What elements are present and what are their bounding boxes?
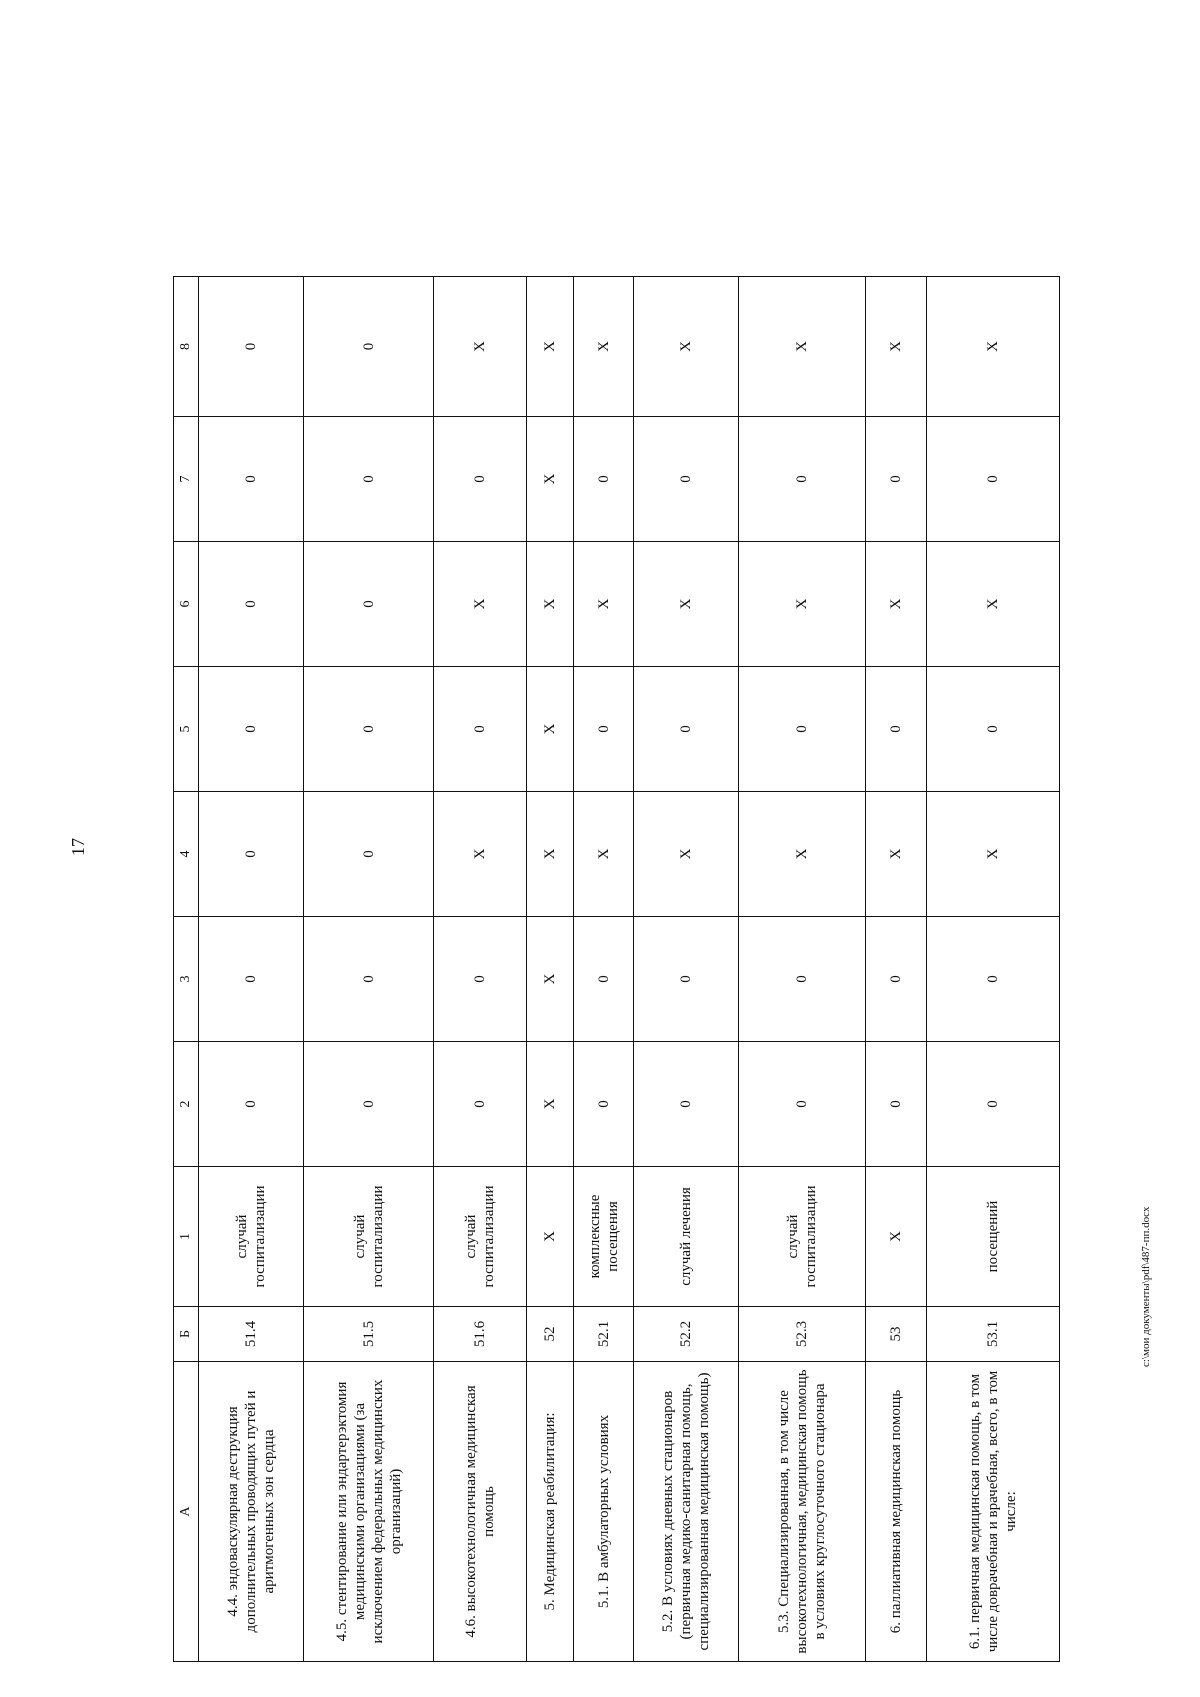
footer-file-path: c:\мои документы\pdf\487-пп.docx [1140,1206,1152,1367]
row-label-cell: 5. Медицинская реабилитация: [527,1362,574,1662]
row-label-cell: 5.3. Специализированная, в том числе высокотехнологичная, медицинская помощь в условиях круглосуточного стационара [739,1362,866,1662]
row-code-cell: 51.5 [304,1307,434,1362]
table-cell: 0 [304,542,434,667]
table-cell: 0 [434,917,527,1042]
table-cell: 0 [304,667,434,792]
row-code-cell: 53 [866,1307,927,1362]
table-cell: 0 [927,917,1060,1042]
table-cell: 0 [866,417,927,542]
row-code-cell: 51.4 [199,1307,304,1362]
table-cell: 0 [199,667,304,792]
column-header: 1 [174,1167,199,1307]
table-cell: 0 [739,917,866,1042]
column-header: 7 [174,417,199,542]
table-cell: случай лечения [634,1167,739,1307]
column-header: 4 [174,792,199,917]
table-cell: 0 [199,1042,304,1167]
row-code-cell: 51.6 [434,1307,527,1362]
column-header: 6 [174,542,199,667]
table-cell: Х [527,1167,574,1307]
table-cell: случай госпитализации [304,1167,434,1307]
table-cell: 0 [199,917,304,1042]
table-cell: 0 [634,667,739,792]
row-code-cell: 52.2 [634,1307,739,1362]
table-cell: Х [574,277,634,417]
table-cell: Х [527,792,574,917]
table-cell: 0 [927,667,1060,792]
row-label-cell: 4.5. стентирование или эндартерэктомия медицинскими организациями (за исключением федеральных медицинских организаций) [304,1362,434,1662]
table-cell: 0 [199,277,304,417]
table-cell: случай госпитализации [434,1167,527,1307]
table-row [434,277,527,1662]
table-cell: Х [634,792,739,917]
table-cell: 0 [304,277,434,417]
row-label-cell: 6.1. первичная медицинская помощь, в том числе доврачебная и врачебная, всего, в том числе: [927,1362,1060,1662]
table-cell: Х [866,792,927,917]
table-cell: 0 [634,1042,739,1167]
table-cell: 0 [199,792,304,917]
table-cell: посещений [927,1167,1060,1307]
row-code-cell: 52.3 [739,1307,866,1362]
table-row [739,277,866,1662]
table-cell: Х [634,542,739,667]
table-cell: Х [527,542,574,667]
table-cell: Х [739,792,866,917]
table-cell: Х [527,917,574,1042]
row-label-cell: 6. паллиативная медицинская помощь [866,1362,927,1662]
table-row [634,277,739,1662]
table-cell: Х [927,277,1060,417]
table-cell: 0 [434,417,527,542]
table-cell: 0 [304,792,434,917]
table-cell: 0 [304,1042,434,1167]
table-cell: 0 [927,417,1060,542]
table-cell: Х [739,277,866,417]
table-row [527,277,574,1662]
row-code-cell: 53.1 [927,1307,1060,1362]
table-row [199,277,304,1662]
table-cell: Х [527,667,574,792]
table-cell: 0 [574,417,634,542]
table-cell: 0 [634,417,739,542]
table-cell: 0 [866,917,927,1042]
table-cell: Х [434,542,527,667]
table-cell: 0 [866,1042,927,1167]
table-cell: комплексные посещения [574,1167,634,1307]
table-cell: Х [927,542,1060,667]
column-header: 5 [174,667,199,792]
row-label-cell: 4.4. эндоваскулярная деструкция дополнительных проводящих путей и аритмогенных зон сердца [199,1362,304,1662]
table-cell: Х [527,277,574,417]
table-cell: Х [527,417,574,542]
column-header: А [174,1362,199,1662]
table-cell: случай госпитализации [739,1167,866,1307]
table-cell: 0 [574,667,634,792]
table-cell: Х [866,277,927,417]
table-cell: 0 [927,1042,1060,1167]
table-row [927,277,1060,1662]
table-cell: 0 [574,1042,634,1167]
table-row [574,277,634,1662]
table-cell: 0 [574,917,634,1042]
row-label-cell: 5.2. В условиях дневных стационаров (первичная медико-санитарная помощь, специализированная медицинская помощь) [634,1362,739,1662]
row-code-cell: 52.1 [574,1307,634,1362]
row-label-cell: 4.6. высокотехнологичная медицинская помощь [434,1362,527,1662]
data-table [173,276,1060,1662]
table-cell: Х [739,542,866,667]
table-cell: 0 [304,917,434,1042]
table-cell: Х [927,792,1060,917]
column-header: 8 [174,277,199,417]
table-cell: 0 [434,667,527,792]
table-cell: Х [527,1042,574,1167]
column-header: 3 [174,917,199,1042]
table-cell: Х [634,277,739,417]
table-header-row [174,277,199,1662]
table-cell: 0 [304,417,434,542]
table-cell: Х [434,792,527,917]
table-cell: 0 [434,1042,527,1167]
table-cell: Х [866,1167,927,1307]
table-cell: Х [866,542,927,667]
column-header: Б [174,1307,199,1362]
table-cell: 0 [739,1042,866,1167]
table-cell: 0 [634,917,739,1042]
table-row [866,277,927,1662]
table-cell: 0 [739,667,866,792]
table-cell: 0 [199,417,304,542]
row-label-cell: 5.1. В амбулаторных условиях [574,1362,634,1662]
table-row [304,277,434,1662]
table-cell: Х [574,542,634,667]
table-cell: случай госпитализации [199,1167,304,1307]
page-number: 17 [68,838,88,856]
table-cell: 0 [739,417,866,542]
table-cell: 0 [199,542,304,667]
table-cell: Х [434,277,527,417]
row-code-cell: 52 [527,1307,574,1362]
column-header: 2 [174,1042,199,1167]
table-cell: Х [574,792,634,917]
table-cell: 0 [866,667,927,792]
